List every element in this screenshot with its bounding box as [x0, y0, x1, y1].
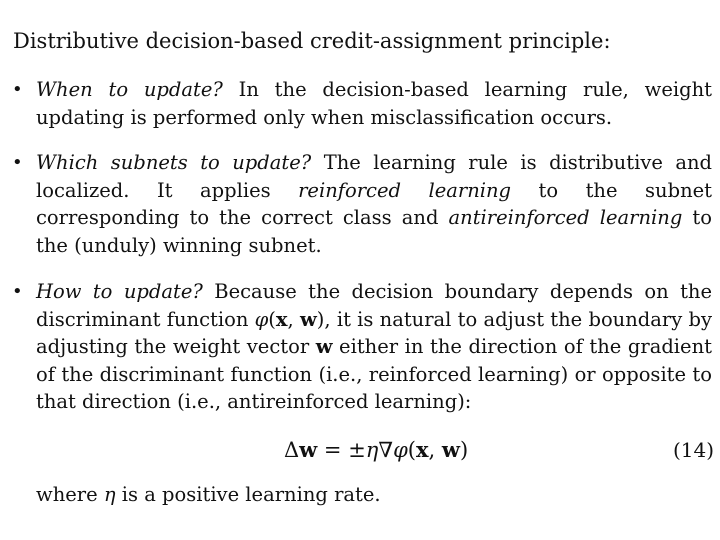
eta-symbol: η: [103, 483, 116, 506]
bullet-body-c: to the (unduly) winning subnet.: [36, 206, 712, 257]
bullet-body-a: Because the decision boundary depends on the discriminant function: [36, 280, 713, 331]
phi-symbol: φ: [393, 438, 408, 462]
section-heading: Distributive decision-based credit-assignment principle:: [13, 29, 611, 53]
where-post: is a positive learning rate.: [115, 483, 381, 506]
paren-close: ): [316, 307, 325, 331]
bullet-text: [36, 76, 712, 131]
x-vector: x: [415, 437, 429, 462]
equals-pm: = ±: [317, 438, 366, 462]
bullet-body: In the decision-based learning rule, weight updating is performed only when misclassification occurs.: [36, 78, 712, 129]
bullet-text: [36, 278, 712, 416]
phi-symbol: φ: [254, 307, 269, 331]
bullet-body-c: either in the direction of the gradient of the discriminant function (i.e., reinforced learning) or opposite to that direction (i.e., antireinforced learning):: [36, 335, 712, 413]
equation: [284, 436, 468, 464]
bullet-marker: •: [12, 79, 23, 100]
comma: ,: [428, 438, 442, 462]
paren-close: ): [459, 438, 469, 462]
term-reinforced: reinforced learning: [298, 178, 512, 202]
bullet-body-a: The learning rule is distributive and localized. It applies: [36, 151, 712, 202]
w-vector: w: [299, 437, 318, 462]
equation-row: [0, 436, 720, 466]
w-vector: w: [315, 335, 333, 358]
paren-open: (: [268, 307, 276, 331]
bullet-text: [36, 149, 712, 259]
bullet-body-b: to the subnet corresponding to the correct class and: [36, 178, 713, 229]
delta-symbol: Δ: [284, 438, 300, 462]
term-antireinforced: antireinforced learning: [448, 206, 683, 229]
where-pre: where: [36, 483, 104, 506]
bullet-body-b: , it is natural to adjust the boundary by adjusting the weight vector: [36, 307, 712, 358]
w-vector: w: [441, 437, 460, 462]
bullet-marker: •: [12, 152, 23, 173]
nabla-symbol: ∇: [378, 438, 394, 462]
bullet-lead: When to update?: [36, 78, 223, 101]
w-vector: w: [300, 307, 317, 331]
bullet-lead: Which subnets to update?: [36, 151, 312, 174]
bullet-marker: •: [12, 281, 23, 302]
where-clause: [36, 481, 381, 508]
equation-number: (14): [672, 438, 714, 462]
bullet-lead: How to update?: [36, 280, 203, 303]
comma: ,: [287, 307, 300, 331]
paren-open: (: [407, 438, 416, 462]
eta-symbol: η: [365, 438, 379, 462]
x-vector: x: [275, 307, 288, 331]
